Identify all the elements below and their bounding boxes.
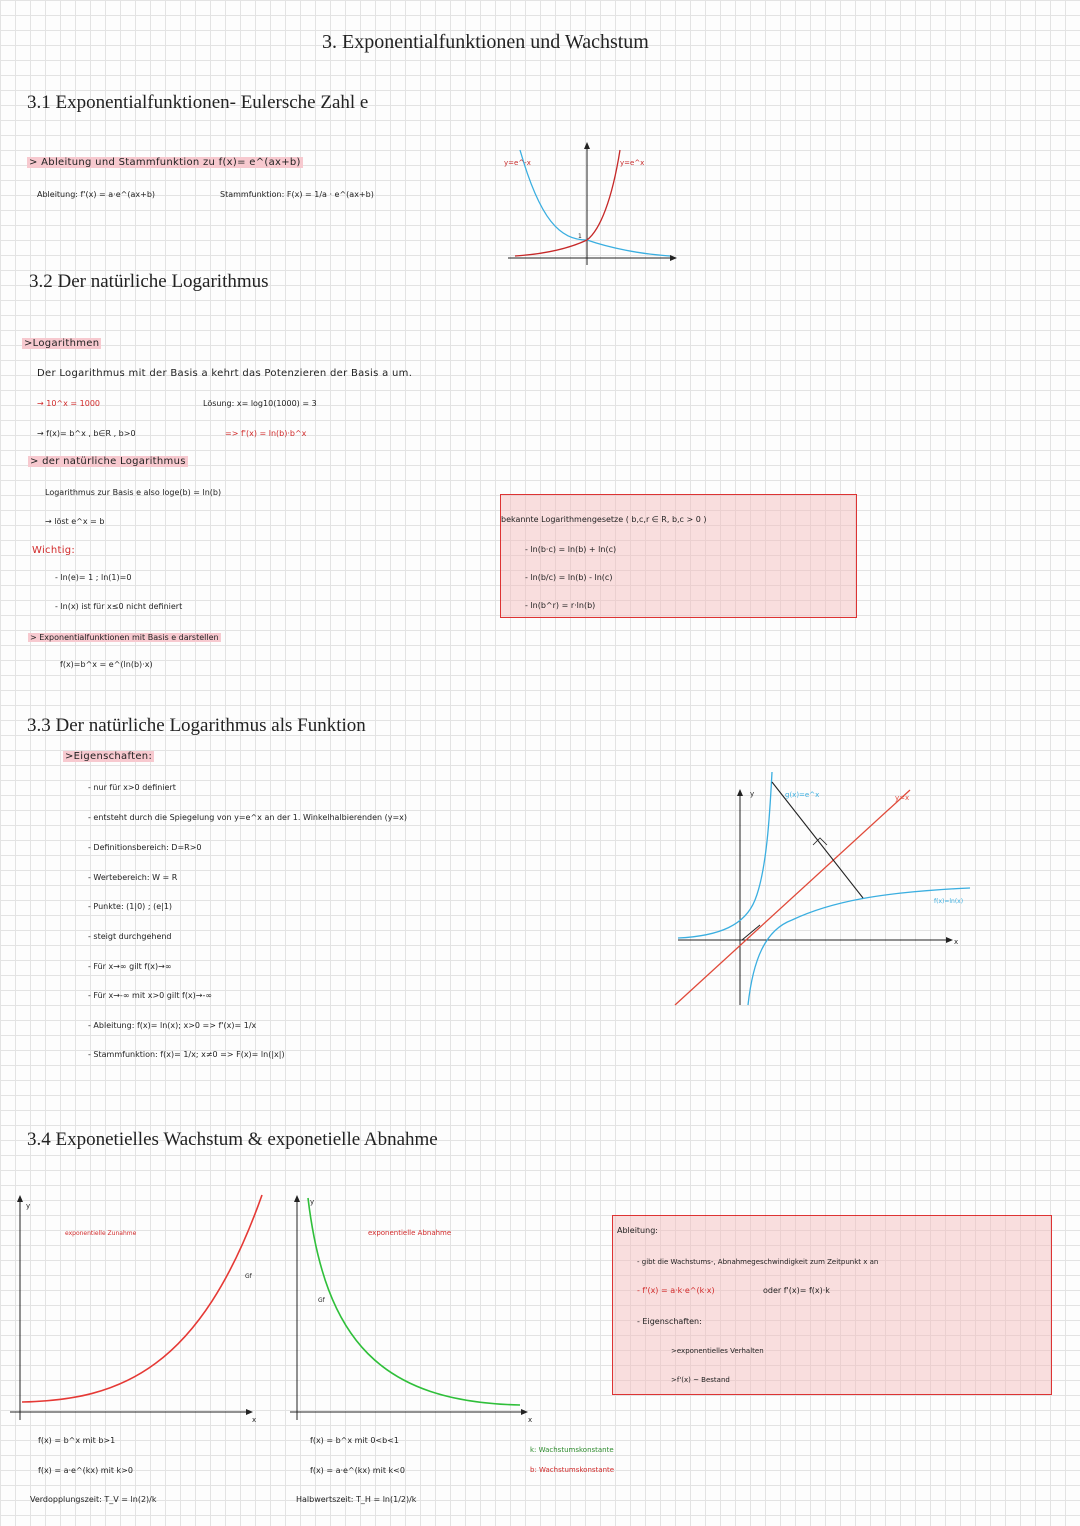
ln-graph-exp-curve xyxy=(678,772,772,938)
important-label: Wichtig: xyxy=(32,545,76,556)
growth-formula-2: f(x) = a·e^(kx) mit k>0 xyxy=(38,1466,133,1475)
log-example-1-solution: Lösung: x= log10(1000) = 3 xyxy=(203,399,317,408)
decay-formula-1: f(x) = b^x mit 0<b<1 xyxy=(310,1436,399,1445)
ln-prop-2: - entsteht durch die Spiegelung von y=e^x an der 1. Winkelhalbierenden (y=x) xyxy=(88,813,408,822)
ln-graph-ln-label: f(x)=ln(x) xyxy=(934,898,964,905)
topic-derivative-antiderivative: > Ableitung und Stammfunktion zu f(x)= e^(ax+b) xyxy=(29,157,301,168)
derivative-box-title: Ableitung: xyxy=(617,1226,658,1235)
derivative-box-line-5: >f'(x) ~ Bestand xyxy=(671,1376,730,1384)
k-note: k: Wachstumskonstante xyxy=(530,1446,614,1454)
growth-graph-x-arrow xyxy=(246,1409,253,1415)
exp-graph-point: 1 xyxy=(578,233,582,240)
ln-rule-1: - ln(e)= 1 ; ln(1)=0 xyxy=(55,573,132,582)
log-law-1: - ln(b·c) = ln(b) + ln(c) xyxy=(525,545,617,554)
ln-definition: Logarithmus zur Basis e also loge(b) = ln(b) xyxy=(45,488,222,497)
decay-formula-2: f(x) = a·e^(kx) mit k<0 xyxy=(310,1466,405,1475)
decay-graph-y-arrow xyxy=(294,1195,300,1202)
sub-natural-log: > der natürliche Logarithmus xyxy=(30,456,186,467)
section-heading-3-2: 3.2 Der natürliche Logarithmus xyxy=(29,271,269,292)
derivative-box-line-3: - Eigenschaften: xyxy=(637,1317,702,1326)
exp-antiderivative: Stammfunktion: F(x) = 1/a · e^(ax+b) xyxy=(220,190,374,199)
exp-graph-label-right: y=e^x xyxy=(620,159,645,167)
derivative-box xyxy=(612,1215,1052,1395)
ln-graph-y-arrow xyxy=(737,789,743,796)
ln-graph-y-label: y xyxy=(750,790,755,798)
b-note: b: Wachstumskonstante xyxy=(530,1466,615,1474)
sub-logarithmen: >Logarithmen xyxy=(24,338,100,349)
decay-graph-x-arrow xyxy=(521,1409,528,1415)
decay-graph-y-label: y xyxy=(310,1198,315,1206)
log-laws-title: bekannte Logarithmengesetze ( b,c,r ∈ R, b,c > 0 ) xyxy=(501,515,707,524)
exp-graph-x-arrow xyxy=(670,255,677,261)
growth-graph-y-label: y xyxy=(26,1202,31,1210)
derivative-box-line-2: - f'(x) = a·k·e^(k·x) xyxy=(637,1286,715,1295)
log-laws-box xyxy=(500,494,857,618)
decay-graph-label: exponentielle Abnahme xyxy=(368,1229,452,1237)
derivative-box-line-4: >exponentielles Verhalten xyxy=(671,1347,764,1355)
ln-graph-line-label: y=x xyxy=(895,794,910,802)
growth-graph xyxy=(10,1190,280,1425)
sub-properties: >Eigenschaften: xyxy=(65,751,153,762)
growth-formula-1: f(x) = b^x mit b>1 xyxy=(38,1436,116,1445)
ln-prop-7: - Für x→∞ gilt f(x)→∞ xyxy=(88,962,172,971)
ln-graph xyxy=(670,770,1000,1010)
derivative-box-line-2b: oder f'(x)= f(x)·k xyxy=(763,1286,830,1295)
ln-solves: → löst e^x = b xyxy=(45,517,105,526)
exp-rewrite: f(x)=b^x = e^(ln(b)·x) xyxy=(60,660,153,669)
growth-doubling-time: Verdopplungszeit: T_V = ln(2)/k xyxy=(30,1495,157,1504)
growth-curve-label: Gf xyxy=(245,1273,252,1280)
ln-prop-10: - Stammfunktion: f(x)= 1/x; x≠0 => F(x)= ln(|x|) xyxy=(88,1050,285,1059)
page-title: 3. Exponentialfunktionen und Wachstum xyxy=(322,31,649,53)
growth-curve xyxy=(22,1195,262,1402)
decay-half-life: Halbwertszeit: T_H = ln(1/2)/k xyxy=(296,1495,417,1504)
log-example-2-result: => f'(x) = ln(b)·b^x xyxy=(225,429,307,438)
ln-graph-x-label: x xyxy=(954,938,959,946)
growth-graph-y-arrow xyxy=(17,1195,23,1202)
ln-prop-1: - nur für x>0 definiert xyxy=(88,783,176,792)
decay-graph xyxy=(290,1190,540,1425)
exp-graph-label-left: y=e^-x xyxy=(504,159,531,167)
ln-prop-9: - Ableitung: f(x)= ln(x); x>0 => f'(x)= 1/x xyxy=(88,1021,257,1030)
ln-rule-2: - ln(x) ist für x≤0 nicht definiert xyxy=(55,602,183,611)
decay-curve-label: Gf xyxy=(318,1297,325,1304)
section-heading-3-4: 3.4 Exponetielles Wachstum & exponetielle Abnahme xyxy=(27,1129,438,1150)
ln-graph-identity-line xyxy=(675,790,910,1005)
ln-graph-x-arrow xyxy=(946,937,953,943)
ln-prop-6: - steigt durchgehend xyxy=(88,932,172,941)
derivative-box-line-1: - gibt die Wachstums-, Abnahmegeschwindigkeit zum Zeitpunkt x an xyxy=(637,1258,879,1266)
ln-prop-4: - Wertebereich: W = R xyxy=(88,873,178,882)
log-law-2: - ln(b/c) = ln(b) - ln(c) xyxy=(525,573,613,582)
ln-graph-mirror-2 xyxy=(742,925,760,940)
log-definition: Der Logarithmus mit der Basis a kehrt das Potenzieren der Basis a um. xyxy=(37,368,413,379)
growth-graph-label: exponentielle Zunahme xyxy=(65,1230,137,1237)
ln-prop-3: - Definitionsbereich: D=R>0 xyxy=(88,843,202,852)
log-example-2: → f(x)= b^x , b∈R , b>0 xyxy=(37,429,136,438)
ln-prop-5: - Punkte: (1|0) ; (e|1) xyxy=(88,902,173,911)
exp-neg-curve xyxy=(520,150,670,256)
ln-graph-exp-label: g(x)=e^x xyxy=(785,791,820,799)
section-heading-3-1: 3.1 Exponentialfunktionen- Eulersche Zahl e xyxy=(27,92,369,113)
growth-graph-x-label: x xyxy=(252,1416,257,1424)
log-example-1: → 10^x = 1000 xyxy=(37,399,101,408)
ln-graph-ln-curve xyxy=(748,888,970,1005)
exp-derivative: Ableitung: f'(x) = a·e^(ax+b) xyxy=(37,190,156,199)
ln-prop-8: - Für x→-∞ mit x>0 gilt f(x)→-∞ xyxy=(88,991,213,1000)
log-law-3: - ln(b^r) = r·ln(b) xyxy=(525,601,596,610)
decay-graph-x-label: x xyxy=(528,1416,533,1424)
section-heading-3-3: 3.3 Der natürliche Logarithmus als Funktion xyxy=(27,715,366,736)
exp-graph xyxy=(500,140,680,270)
sub-exp-base-e: > Exponentialfunktionen mit Basis e darstellen xyxy=(30,633,219,642)
exp-graph-y-arrow xyxy=(584,142,590,149)
